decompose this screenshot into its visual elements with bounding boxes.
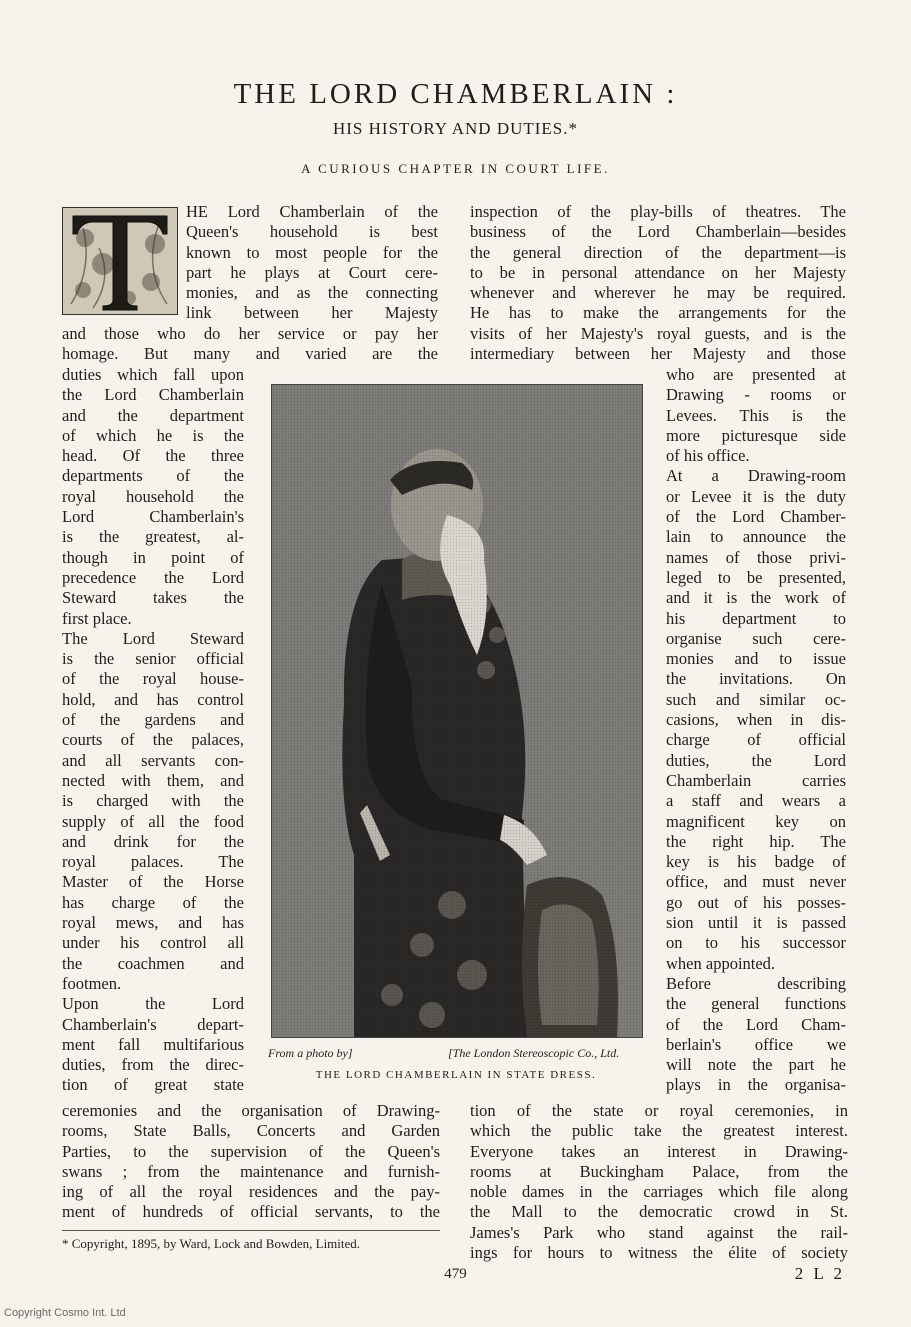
text-line: under his control all (62, 933, 244, 953)
text-line: rooms at Buckingham Palace, from the (470, 1161, 848, 1181)
text-line: office, and must never (666, 872, 846, 892)
text-line: homage. But many and varied are the (62, 344, 438, 364)
text-line: The Lord Steward (62, 628, 244, 648)
copyright-watermark: Copyright Cosmo Int. Ltd (4, 1307, 126, 1319)
text-line: though in point of (62, 547, 244, 567)
text-line: duties, the Lord (666, 750, 846, 770)
text-line: sion until it is passed (666, 913, 846, 933)
text-line: plays in the organisa- (666, 1075, 846, 1095)
text-line: of which he is the (62, 425, 244, 445)
text-line: part he plays at Court cere- (186, 262, 438, 282)
text-line: of his office. (666, 446, 750, 466)
text-line: duties, from the direc- (62, 1055, 244, 1075)
text-line: intermediary between her Majesty and those (470, 344, 846, 364)
text-line: go out of his posses- (666, 892, 846, 912)
text-line: is the greatest, al- (62, 527, 244, 547)
text-line: supply of all the food (62, 811, 244, 831)
text-line: and all servants con- (62, 750, 244, 770)
text-line: and those who do her service or pay her (62, 324, 438, 343)
text-line: hold, and has control (62, 689, 244, 709)
text-line: ceremonies and the organisation of Drawing- (62, 1101, 440, 1120)
text-line: footmen. (62, 973, 122, 993)
text-line: the invitations. On (666, 669, 846, 689)
text-line: Upon the Lord (62, 994, 244, 1014)
text-line: of the royal house- (62, 669, 244, 689)
text-line: and it is the work of (666, 588, 846, 608)
text-line: Drawing - rooms or (666, 385, 846, 405)
page-number: 479 (444, 1266, 467, 1282)
text-line: the right hip. The (666, 831, 846, 851)
col2-bottom-text (470, 1101, 848, 1263)
col1-narrow-text (62, 365, 244, 1096)
text-line: and the department (62, 405, 244, 425)
text-line: royal household the (62, 486, 244, 506)
text-line: Queen's household is best (186, 222, 438, 242)
text-line: ment fall multifarious (62, 1034, 244, 1054)
text-line: business of the Lord Chamberlain—besides (470, 222, 846, 242)
text-line: or Levee it is the duty (666, 486, 846, 506)
text-line: on to his successor (666, 933, 846, 953)
text-line: Everyone takes an interest in Drawing- (470, 1141, 848, 1161)
drop-cap-t-ornament (62, 207, 178, 315)
text-line: ing of all the royal residences and the pay- (62, 1182, 440, 1202)
text-line: head. Of the three (62, 446, 244, 466)
text-line: Chamberlain's depart- (62, 1014, 244, 1034)
text-line: key is his badge of (666, 852, 846, 872)
text-line: royal mews, and has (62, 913, 244, 933)
text-line: of the Lord Cham- (666, 1014, 846, 1034)
photo-credit-right: [The London Stereoscopic Co., Ltd. (448, 1046, 620, 1060)
text-line: and drink for the (62, 831, 244, 851)
text-line: tion of the state or royal ceremonies, in (470, 1101, 848, 1120)
text-line: monies and to issue (666, 649, 846, 669)
text-line: ment of hundreds of official servants, to the (62, 1202, 440, 1222)
text-line: charge of official (666, 730, 846, 750)
lord-chamberlain-photograph (271, 384, 643, 1038)
article-tagline: A CURIOUS CHAPTER IN COURT LIFE. (301, 161, 610, 176)
text-line: the coachmen and (62, 953, 244, 973)
text-line: of the gardens and (62, 710, 244, 730)
text-line: HE Lord Chamberlain of the (186, 202, 438, 221)
text-line: Master of the Horse (62, 872, 244, 892)
footnote-rule (62, 1230, 440, 1231)
text-line: magnificent key on (666, 811, 846, 831)
text-line: names of those privi- (666, 547, 846, 567)
text-line: when appointed. (666, 953, 776, 973)
text-line: whenever and wherever he may be required. (470, 283, 846, 303)
text-line: casions, when in dis- (666, 710, 846, 730)
text-line: tion of great state (62, 1075, 244, 1095)
text-line: swans ; from the maintenance and furnish- (62, 1161, 440, 1181)
article-subtitle: HIS HISTORY AND DUTIES.* (332, 119, 579, 138)
text-line: Before describing (666, 973, 846, 993)
text-line: has charge of the (62, 892, 244, 912)
text-line: James's Park who stand against the rail- (470, 1222, 848, 1242)
col2-full-text (470, 202, 846, 364)
text-line: is charged with the (62, 791, 244, 811)
text-line: berlain's office we (666, 1034, 846, 1054)
text-line: precedence the Lord (62, 567, 244, 587)
text-line: the general functions (666, 994, 846, 1014)
text-line: the general direction of the department—is (470, 242, 846, 262)
text-line: ings for hours to witness the élite of society (470, 1243, 848, 1263)
text-line: more picturesque side (666, 425, 846, 445)
photo-credit-left: From a photo by] (268, 1046, 353, 1060)
text-line: the Mall to the democratic crowd in St. (470, 1202, 848, 1222)
text-line: noble dames in the carriages which file along (470, 1182, 848, 1202)
text-line: such and similar oc- (666, 689, 846, 709)
text-line: courts of the palaces, (62, 730, 244, 750)
text-line: He has to make the arrangements for the (470, 303, 846, 323)
text-line: royal palaces. The (62, 852, 244, 872)
text-line: nected with them, and (62, 770, 244, 790)
text-line: lain to announce the (666, 527, 846, 547)
article-title: THE LORD CHAMBERLAIN : (233, 78, 678, 110)
text-line: Parties, to the supervision of the Queen's (62, 1141, 440, 1161)
text-line: monies, and as the connecting (186, 283, 438, 303)
text-line: visits of her Majesty's royal guests, and is the (470, 323, 846, 343)
text-line: who are presented at (666, 365, 846, 384)
photo-caption: THE LORD CHAMBERLAIN IN STATE DRESS. (315, 1069, 597, 1081)
text-line: At a Drawing-room (666, 466, 846, 486)
col1-bottom-text (62, 1101, 440, 1223)
text-line: will note the part he (666, 1055, 846, 1075)
text-line: rooms, State Balls, Concerts and Garden (62, 1121, 440, 1141)
text-line: Levees. This is the (666, 405, 846, 425)
text-line: of the Lord Chamber- (666, 507, 846, 527)
text-line: first place. (62, 608, 132, 628)
text-line: which the public take the greatest interest. (470, 1121, 848, 1141)
text-line: leged to be presented, (666, 567, 846, 587)
col1-dropcap-text (186, 202, 438, 324)
text-line: to be in personal attendance on her Majesty (470, 262, 846, 282)
text-line: departments of the (62, 466, 244, 486)
text-line: is the senior official (62, 649, 244, 669)
text-line: duties which fall upon (62, 365, 244, 384)
text-line: Chamberlain carries (666, 770, 846, 790)
text-line: his department to (666, 608, 846, 628)
copyright-footnote: * Copyright, 1895, by Ward, Lock and Bowden, Limited. (62, 1236, 361, 1251)
col1-full-text (62, 324, 438, 365)
text-line: Steward takes the (62, 588, 244, 608)
text-line: inspection of the play-bills of theatres. The (470, 202, 846, 221)
col2-narrow-text (666, 365, 846, 1096)
text-line: Lord Chamberlain's (62, 507, 244, 527)
text-line: organise such cere- (666, 628, 846, 648)
text-line: the Lord Chamberlain (62, 385, 244, 405)
text-line: a staff and wears a (666, 791, 846, 811)
text-line: known to most people for the (186, 242, 438, 262)
signature-mark: 2 L 2 (794, 1264, 845, 1283)
text-line: link between her Majesty (186, 303, 438, 323)
